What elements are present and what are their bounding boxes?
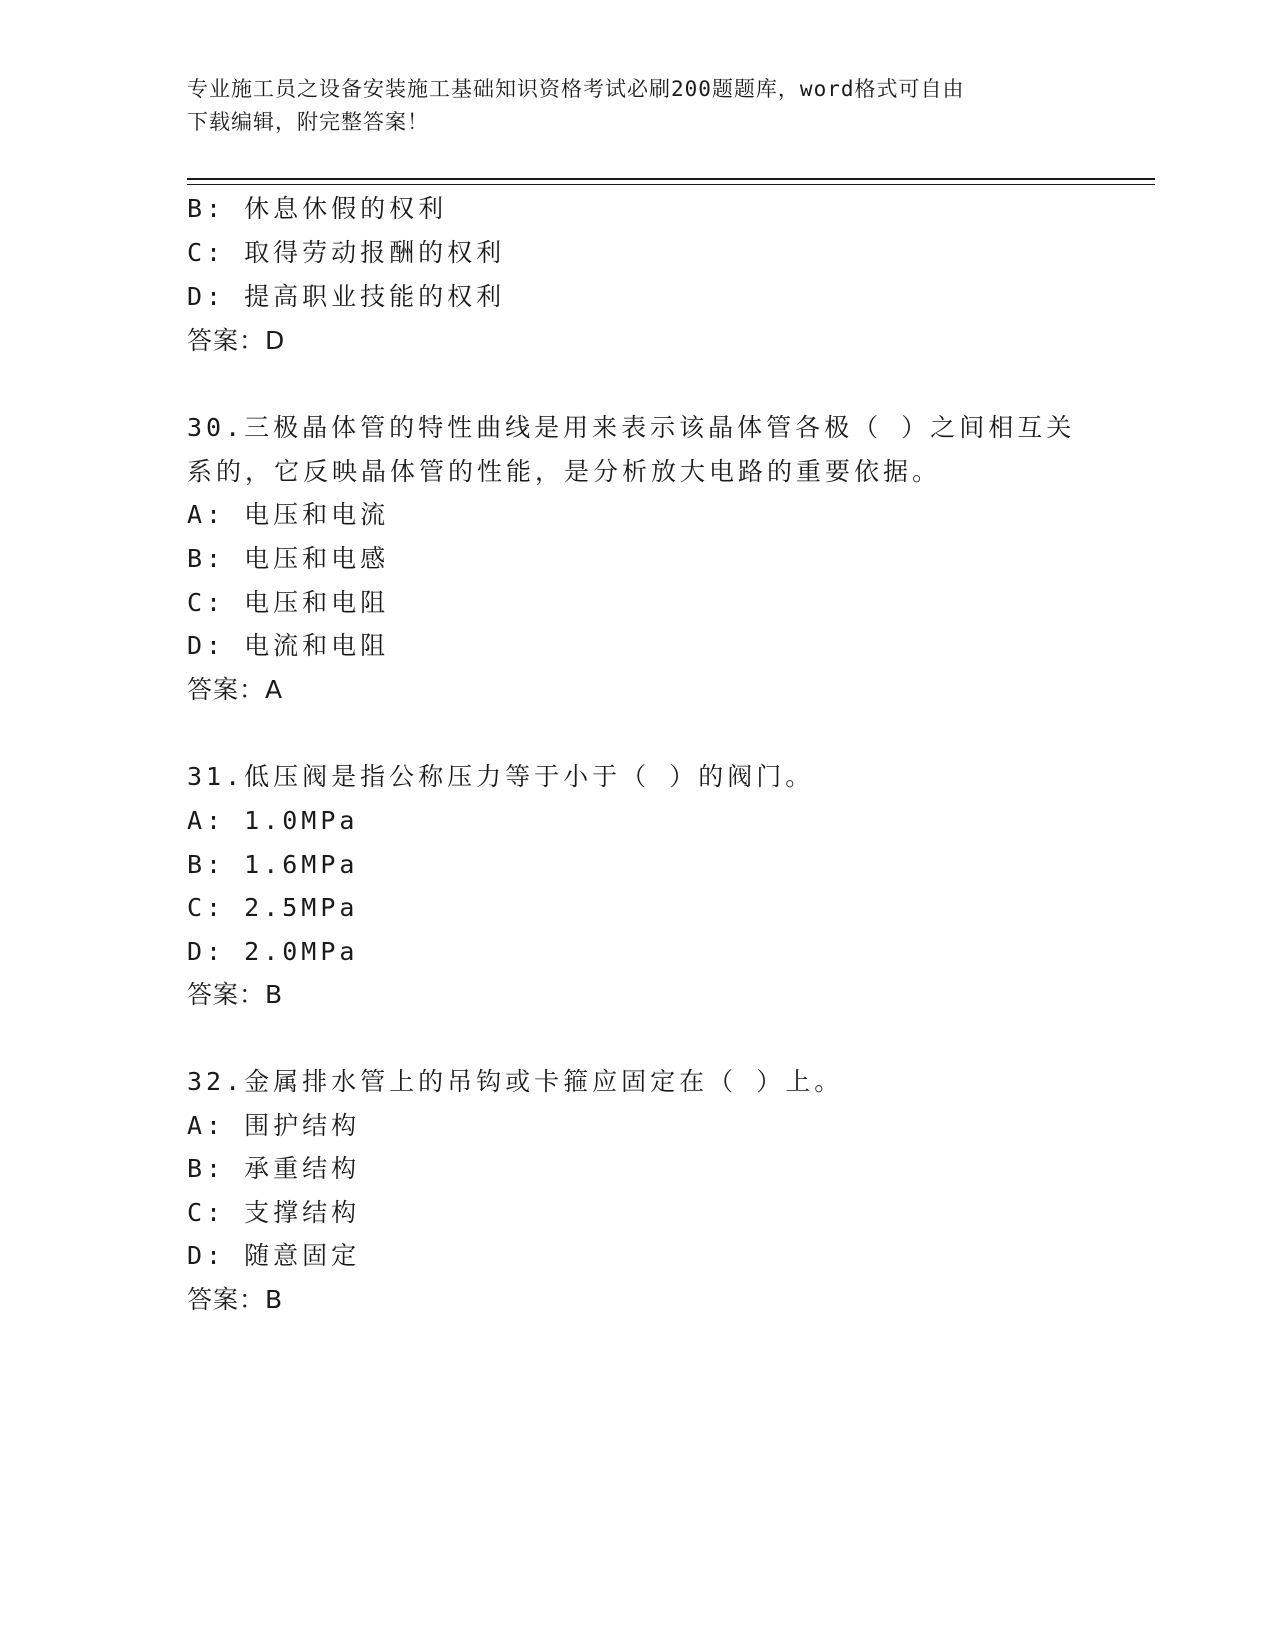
q29-answer: 答案：D (187, 326, 286, 355)
q30-stem-line-1: 30.三极晶体管的特性曲线是用来表示该晶体管各极（ ）之间相互关 (187, 413, 1076, 442)
q30-option-a: A: 电压和电流 (187, 500, 390, 529)
q31-option-d: D: 2.0MPa (187, 937, 359, 966)
document-header (187, 73, 1087, 139)
q31-option-a: A: 1.0MPa (187, 806, 359, 835)
q32-option-a: A: 围护结构 (187, 1111, 361, 1140)
header-divider-thin (187, 184, 1155, 185)
q32-option-b: B: 承重结构 (187, 1154, 361, 1183)
q29-option-c: C: 取得劳动报酬的权利 (187, 238, 506, 267)
q31-option-b: B: 1.6MPa (187, 850, 359, 879)
q29-option-d: D: 提高职业技能的权利 (187, 282, 506, 311)
q31-option-c: C: 2.5MPa (187, 893, 359, 922)
q30-option-b: B: 电压和电感 (187, 544, 390, 573)
q30-option-c: C: 电压和电阻 (187, 588, 390, 617)
q32-answer: 答案：B (187, 1285, 284, 1314)
q30-option-d: D: 电流和电阻 (187, 631, 390, 660)
header-title-line-2: 下载编辑，附完整答案！ (187, 110, 429, 134)
header-divider-thick (187, 178, 1155, 180)
q32-option-c: C: 支撑结构 (187, 1198, 361, 1227)
q32-stem: 32.金属排水管上的吊钩或卡箍应固定在（ ）上。 (187, 1067, 844, 1096)
q31-stem: 31.低压阀是指公称压力等于小于（ ）的阀门。 (187, 762, 815, 791)
q30-answer: 答案：A (187, 675, 284, 704)
q32-option-d: D: 随意固定 (187, 1241, 361, 1270)
q30-stem-line-2: 系的，它反映晶体管的性能，是分析放大电路的重要依据。 (187, 457, 942, 486)
header-title-line-1: 专业施工员之设备安装施工基础知识资格考试必刷200题题库，word格式可自由 (187, 77, 965, 101)
q31-answer: 答案：B (187, 980, 284, 1009)
q29-option-b: B: 休息休假的权利 (187, 194, 448, 223)
